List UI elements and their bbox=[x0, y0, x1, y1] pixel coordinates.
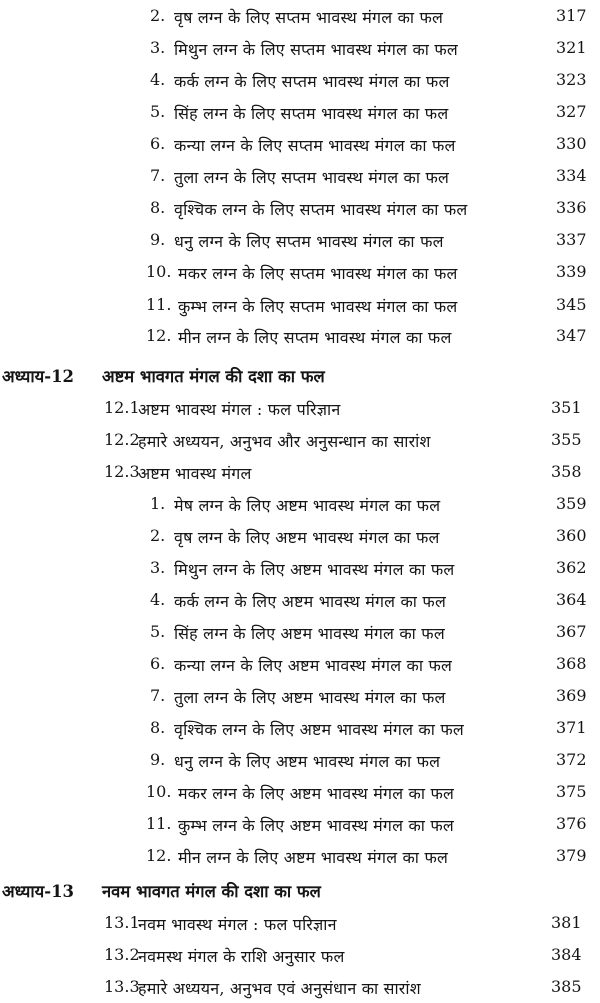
entry-title: कुम्भ लग्न के लिए अष्टम भावस्थ मंगल का फल bbox=[178, 816, 454, 835]
toc-entry-row bbox=[0, 584, 600, 616]
toc-entry-row bbox=[0, 96, 600, 128]
chapter-title: अष्टम भावगत मंगल की दशा का फल bbox=[102, 367, 325, 386]
entry-title: मिथुन लग्न के लिए अष्टम भावस्थ मंगल का फल bbox=[174, 560, 455, 579]
page-number: 355 bbox=[551, 430, 582, 449]
entry-title: मकर लग्न के लिए सप्तम भावस्थ मंगल का फल bbox=[178, 264, 458, 283]
entry-number: 13.1 bbox=[104, 913, 140, 932]
toc-entry-row bbox=[0, 808, 600, 840]
entry-title: नवमस्थ मंगल के राशि अनुसार फल bbox=[138, 947, 345, 966]
page-number: 339 bbox=[556, 262, 587, 281]
toc-subsection-row bbox=[0, 907, 600, 939]
entry-number: 3. bbox=[150, 38, 166, 57]
entry-title: मीन लग्न के लिए अष्टम भावस्थ मंगल का फल bbox=[178, 848, 449, 867]
entry-title: अष्टम भावस्थ मंगल : फल परिज्ञान bbox=[138, 400, 341, 419]
toc-entry-row bbox=[0, 160, 600, 192]
page-number: 368 bbox=[556, 654, 587, 673]
entry-title: धनु लग्न के लिए अष्टम भावस्थ मंगल का फल bbox=[174, 752, 441, 771]
page-number: 327 bbox=[556, 102, 587, 121]
toc-subsection-row bbox=[0, 939, 600, 971]
toc-subsection-row bbox=[0, 971, 600, 1003]
toc-entry-row bbox=[0, 32, 600, 64]
page-number: 362 bbox=[556, 558, 587, 577]
toc-entry-row bbox=[0, 192, 600, 224]
toc-subsection-row bbox=[0, 424, 600, 456]
entry-number: 2. bbox=[150, 526, 166, 545]
entry-number: 13.3 bbox=[104, 977, 140, 996]
page-number: 372 bbox=[556, 750, 587, 769]
page-number: 369 bbox=[556, 686, 587, 705]
toc-entry-row bbox=[0, 0, 600, 32]
entry-title: कन्या लग्न के लिए सप्तम भावस्थ मंगल का फल bbox=[174, 136, 456, 155]
entry-title: हमारे अध्ययन, अनुभव और अनुसन्धान का सारांश bbox=[138, 432, 431, 451]
page-number: 321 bbox=[556, 38, 587, 57]
toc-entry-row bbox=[0, 776, 600, 808]
page-number: 360 bbox=[556, 526, 587, 545]
toc-entry-row bbox=[0, 680, 600, 712]
entry-number: 10. bbox=[146, 782, 172, 801]
toc-entry-row bbox=[0, 648, 600, 680]
page-number: 317 bbox=[556, 6, 587, 25]
entry-title: कर्क लग्न के लिए अष्टम भावस्थ मंगल का फल bbox=[174, 592, 447, 611]
toc-entry-row bbox=[0, 224, 600, 256]
entry-title: धनु लग्न के लिए सप्तम भावस्थ मंगल का फल bbox=[174, 232, 444, 251]
entry-title: हमारे अध्ययन, अनुभव एवं अनुसंधान का सारांश bbox=[138, 979, 421, 998]
entry-title: वृष लग्न के लिए अष्टम भावस्थ मंगल का फल bbox=[174, 528, 440, 547]
entry-number: 9. bbox=[150, 230, 166, 249]
page-number: 347 bbox=[556, 326, 587, 345]
toc-entry-row bbox=[0, 712, 600, 744]
entry-number: 2. bbox=[150, 6, 166, 25]
page-number: 364 bbox=[556, 590, 587, 609]
entry-title: तुला लग्न के लिए सप्तम भावस्थ मंगल का फल bbox=[174, 168, 450, 187]
page-number: 367 bbox=[556, 622, 587, 641]
entry-title: सिंह लग्न के लिए सप्तम भावस्थ मंगल का फल bbox=[174, 104, 449, 123]
entry-number: 11. bbox=[146, 295, 172, 314]
entry-title: वृश्चिक लग्न के लिए अष्टम भावस्थ मंगल का फल bbox=[174, 720, 464, 739]
entry-title: मिथुन लग्न के लिए सप्तम भावस्थ मंगल का फल bbox=[174, 40, 458, 59]
entry-number: 8. bbox=[150, 198, 166, 217]
toc-entry-row bbox=[0, 520, 600, 552]
entry-number: 5. bbox=[150, 622, 166, 641]
entry-title: तुला लग्न के लिए अष्टम भावस्थ मंगल का फल bbox=[174, 688, 446, 707]
entry-title: कर्क लग्न के लिए सप्तम भावस्थ मंगल का फल bbox=[174, 72, 450, 91]
toc-entry-row bbox=[0, 289, 600, 321]
toc-entry-row bbox=[0, 840, 600, 872]
toc-entry-row bbox=[0, 744, 600, 776]
page-number: 379 bbox=[556, 846, 587, 865]
page-number: 330 bbox=[556, 134, 587, 153]
entry-number: 12.1 bbox=[104, 398, 140, 417]
entry-number: 1. bbox=[150, 494, 166, 513]
entry-number: 12. bbox=[146, 326, 172, 345]
entry-number: 10. bbox=[146, 262, 172, 281]
chapter-number: अध्याय-12 bbox=[2, 367, 75, 386]
entry-number: 5. bbox=[150, 102, 166, 121]
page-number: 336 bbox=[556, 198, 587, 217]
entry-number: 8. bbox=[150, 718, 166, 737]
entry-title: कुम्भ लग्न के लिए सप्तम भावस्थ मंगल का फल bbox=[178, 297, 458, 316]
entry-title: सिंह लग्न के लिए अष्टम भावस्थ मंगल का फल bbox=[174, 624, 445, 643]
entry-title: मेष लग्न के लिए अष्टम भावस्थ मंगल का फल bbox=[174, 496, 441, 515]
toc-subsection-row bbox=[0, 456, 600, 488]
entry-number: 7. bbox=[150, 166, 166, 185]
entry-title: अष्टम भावस्थ मंगल bbox=[138, 464, 252, 483]
page-number: 359 bbox=[556, 494, 587, 513]
page-number: 375 bbox=[556, 782, 587, 801]
chapter-title: नवम भावगत मंगल की दशा का फल bbox=[102, 882, 321, 901]
page-number: 337 bbox=[556, 230, 587, 249]
entry-number: 3. bbox=[150, 558, 166, 577]
toc-entry-row bbox=[0, 256, 600, 288]
chapter-number: अध्याय-13 bbox=[2, 882, 75, 901]
entry-number: 13.2 bbox=[104, 945, 140, 964]
entry-number: 4. bbox=[150, 590, 166, 609]
page-number: 385 bbox=[551, 977, 582, 996]
chapter-heading bbox=[0, 875, 600, 907]
entry-number: 12.2 bbox=[104, 430, 140, 449]
entry-number: 6. bbox=[150, 654, 166, 673]
entry-title: वृश्चिक लग्न के लिए सप्तम भावस्थ मंगल का फल bbox=[174, 200, 468, 219]
chapter-heading bbox=[0, 360, 600, 392]
toc-entry-row bbox=[0, 128, 600, 160]
page-number: 351 bbox=[551, 398, 582, 417]
toc-entry-row bbox=[0, 64, 600, 96]
toc-entry-row bbox=[0, 488, 600, 520]
entry-number: 6. bbox=[150, 134, 166, 153]
page-number: 376 bbox=[556, 814, 587, 833]
entry-number: 4. bbox=[150, 70, 166, 89]
entry-title: मीन लग्न के लिए सप्तम भावस्थ मंगल का फल bbox=[178, 328, 452, 347]
page-number: 334 bbox=[556, 166, 587, 185]
toc-entry-row bbox=[0, 552, 600, 584]
entry-title: कन्या लग्न के लिए अष्टम भावस्थ मंगल का फल bbox=[174, 656, 453, 675]
toc-entry-row bbox=[0, 616, 600, 648]
page-number: 323 bbox=[556, 70, 587, 89]
page-number: 381 bbox=[551, 913, 582, 932]
toc-entry-row bbox=[0, 320, 600, 352]
entry-number: 7. bbox=[150, 686, 166, 705]
entry-number: 12.3 bbox=[104, 462, 140, 481]
page-number: 345 bbox=[556, 295, 587, 314]
page-number: 358 bbox=[551, 462, 582, 481]
entry-number: 12. bbox=[146, 846, 172, 865]
page-number: 384 bbox=[551, 945, 582, 964]
page-number: 371 bbox=[556, 718, 587, 737]
toc-subsection-row bbox=[0, 392, 600, 424]
entry-title: नवम भावस्थ मंगल : फल परिज्ञान bbox=[138, 915, 337, 934]
entry-number: 9. bbox=[150, 750, 166, 769]
entry-title: मकर लग्न के लिए अष्टम भावस्थ मंगल का फल bbox=[178, 784, 455, 803]
entry-number: 11. bbox=[146, 814, 172, 833]
entry-title: वृष लग्न के लिए सप्तम भावस्थ मंगल का फल bbox=[174, 8, 444, 27]
